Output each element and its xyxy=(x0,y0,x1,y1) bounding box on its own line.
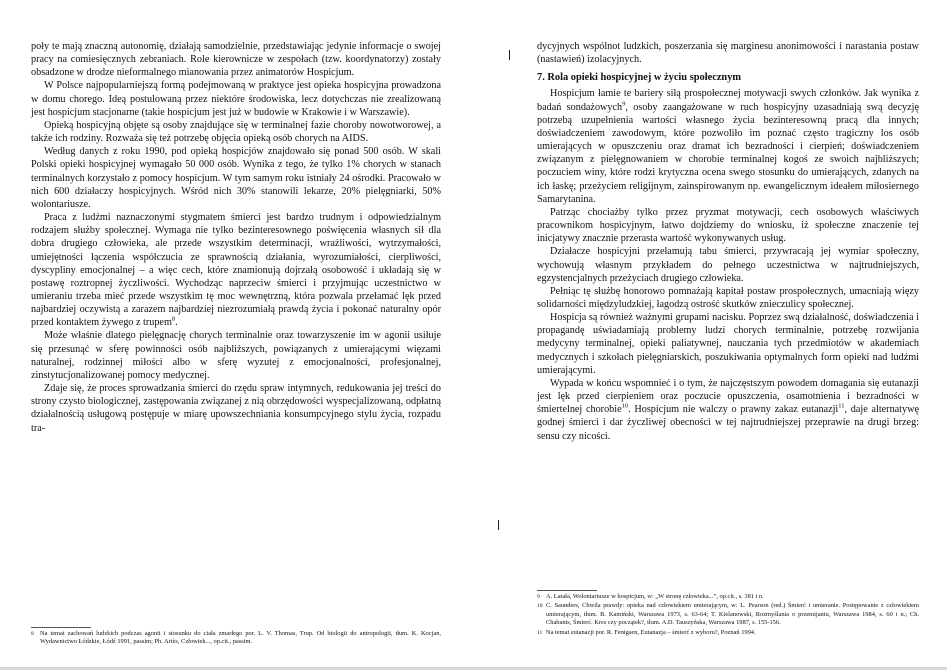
footnote-number: 9 xyxy=(537,594,540,600)
section-heading: 7. Rola opieki hospicyjnej w życiu społecznym xyxy=(537,72,742,84)
paragraph: Może właśnie dlatego pielęgnację chorych terminalnie oraz towarzyszenie im w agonii usiłuje się przesunąć w sferę powinności osób najbliższych, powiązanych z umierającymi więzami naturalnej, rodzinnej miłości albo w sferę wyzutej z emocjonalności, profesjonalnej, zinstytucjonalizowanej pomocy medycznej. xyxy=(31,330,441,381)
paragraph: poły te mają znaczną autonomię, działają samodzielnie, przedstawiając jedynie informacje o swojej pracy na comiesięcznych zebraniach. Role kierownicze w zespołach (tzw. koordynatorzy) zostały obsadzone w drodze nieformalnego mianowania przez animatorów Hospicjum. xyxy=(31,41,441,79)
footnote-rule xyxy=(537,590,597,591)
paragraph: Zdaje się, że proces sprowadzania śmierci do rzędu spraw intymnych, redukowania jej treści do strony czysto biologicznej, zastępowania związanej z nią obrzędowości wyspecjalizowaną, odpłatną działalnością usługową postępuje w miarę upowszechniania konsumpcyjnego stylu życia, rozpadu tra- xyxy=(31,383,441,434)
paragraph-text: , daje alternatywę godnej śmierci i dar życzliwej obecności w tej najtrudniejszej przeprawie na drugi brzeg: sensu czy nicości. xyxy=(537,404,919,442)
footnote xyxy=(537,593,919,601)
right-page xyxy=(537,40,919,443)
footnote-text: C. Saunders, Chwila prawdy: opieka nad człowiekiem umierającym, w: L. Pearson (red.) Śmierć i umieranie. Postępowanie z człowiekiem umierającym, tłum. B. Kamiński, Warszawa 1973, s. 63-64; T. Kielanowski, Rozmyślania o przemijaniu, Warszawa 1984, s. 60 i n.; Ch. Chabanis, Śmierć. Kres czy początek?, tłum. A.D. Tauszyńska, Warszawa 1987, s. 155-156. xyxy=(546,602,919,627)
footnote xyxy=(537,629,919,637)
scan-mark xyxy=(498,520,499,530)
paragraph-text: Hospicjum łamie te bariery siłą prospołecznej motywacji swych członków. Jak wynika z badań sondażowych xyxy=(537,88,919,113)
right-footnotes xyxy=(537,593,919,638)
footnote-text: A. Latała, Wolontariusze w hospicjum, w: „W stronę człowieka...”, op.cit., s. 381 i n. xyxy=(546,593,764,600)
footnote-number: 8 xyxy=(31,631,34,637)
paragraph: Opieką hospicyjną objęte są osoby znajdujące się w terminalnej fazie choroby nowotworowej, a także ich rodziny. Rozważa się też potrzebę objęcia opieką osób chorych na AIDS. xyxy=(31,119,441,145)
footnote xyxy=(31,630,441,647)
paragraph: Patrząc chociażby tylko przez pryzmat motywacji, cech osobowych właściwych pracownikom hospicyjnym, łatwo dojdziemy do wniosku, iż społeczne znaczenie tej inicjatywy znacznie przerasta wartość wykonywanych usług. xyxy=(537,206,919,245)
paragraph: Pełniąc tę służbę honorowo pomnażają kapitał postaw prospołecznych, umacniają więzy solidarności międzyludzkiej, łagodzą ostrość skutków znieczulicy społecznej. xyxy=(537,285,919,310)
paragraph-text: . Hospicjum nie walczy o prawny zakaz eutanazji xyxy=(628,404,839,416)
paragraph: Działacze hospicyjni przełamują tabu śmierci, przywracają jej wymiar społeczny, wychowują własnym przykładem do pełnego uczestnictwa w najtrudniejszych, egzystencjalnych przeżyciach drugiego człowieka. xyxy=(537,246,919,284)
footnote-number: 10 xyxy=(537,603,543,610)
footnote xyxy=(537,602,919,627)
paragraph: W Polsce najpopularniejszą formą podejmowaną w praktyce jest opieka hospicyjna prowadzona w domu chorego. Ideą postulowaną przez niektóre środowiska, lecz dotychczas nie zrealizowaną jest hospicjum stacjonarne (takie hospicjum jest już w budowie w Krakowie i w Warszawie). xyxy=(31,80,441,118)
paragraph-text: Praca z ludźmi naznaczonymi stygmatem śmierci jest bardzo trudnym i odpowiedzialnym rodzajem służby społecznej. Wymaga nie tylko bezinteresownego poświęcenia własnych sił dla dobra drugiego człowieka, ale przede wszystkim determinacji, wrażliwości, wytrzymałości, umiejętności łączenia współczucia ze sprawnością działania, wyrozumiałości, cierpliwości, dyscypliny emocjonalnej – a więc cech, które znamionują dojrzałą osobowość i układają się w postawę roztropnej życzliwości. Wychodząc naprzeciw śmierci i przyjmując uczestnictwo w umieraniu trzeba mieć przede wszystkim tę moc wewnętrzną, która pozwala przełamać lęk przed najbardziej oczywistą a zarazem najbardziej niezrozumiałą prawdą życia i pokonać naturalny opór przed kontaktem żywego z trupem xyxy=(31,212,441,329)
footnote-number: 11 xyxy=(537,629,543,636)
paragraph: Według danych z roku 1990, pod opieką hospicjów znajdowało się ponad 500 osób. W skali Polski opieki hospicyjnej wymagało 50 000 osób. Wynika z tego, że tylko 1% chorych w stanach terminalnych korzystało z pomocy hospicjum. W tym samym roku istniały 24 ośrodki. Pracowało w nich 600 działaczy hospicyjnych. Wśród nich 30% stanowili lekarze, 20% pielęgniarki, 50% wolontariusze. xyxy=(31,146,441,210)
footnote-ref-9: 9 xyxy=(622,100,626,108)
footnote-ref-11: 11 xyxy=(838,402,845,410)
paragraph: Hospicja są również ważnymi grupami nacisku. Poprzez swą działalność, doświadczenia i propagandę uświadamiają problemy ludzi chorych terminalnie, potrzebę rozwijania medycyny terminalnej, opieki paliatywnej, nauczania tych przedmiotów w akademiach medycznych i szkołach pielęgniarskich, poszukiwania optymalnych form opieki nad ludźmi umierającymi. xyxy=(537,312,919,376)
paragraph xyxy=(537,87,919,205)
footnote-ref-8: 8 xyxy=(171,315,176,323)
footnote-text: Na temat zachowań ludzkich podczas agonii i stosunku do ciała zmarłego por. L. V. Thomas, Trup. Od biologii do antropologii, tłum. K. Kocjan, Wydawnictwo Łódzkie, Łódź 1991, passim; Ph. Ariès, Człowiek..., op.cit., passim. xyxy=(40,630,441,646)
paragraph xyxy=(537,377,919,443)
footnote-text: Na temat eutanazji por. R. Fenigsen, Eutanazja – śmierć z wyboru?, Poznań 1994. xyxy=(546,628,756,636)
paragraph-text: Wypada w końcu wspomnieć i o tym, że najczęstszym powodem domagania się eutanazji jest lęk przed cierpieniem oraz poczucie opuszczenia, osamotnienia i bezradności w śmiertelnej chorobie xyxy=(537,377,919,416)
left-page xyxy=(31,40,441,435)
left-footnotes xyxy=(31,630,441,648)
scan-mark xyxy=(509,50,510,60)
footnote-ref-10: 10 xyxy=(621,402,629,410)
paragraph-text: , osoby zaangażowane w ruch hospicyjny uzasadniają swą decyzję potrzebą uzupełnienia wartości własnego życia bezinteresowną pracą dla innych; doświadczeniem zawodowym, które pozwoliło im poznać często tragiczny los osób umierających w opuszczeniu oraz dramat ich bezradności i cierpień; doświadczeniem związanym z pielęgnowaniem w chorobie terminalnej kogoś ze swoich najbliższych; poczuciem winy, które rodzi krytyczna ocena swego stosunku do umierających, zdanych na ich łaskę; przeżyciem religijnym, zainspirowanym np. ewangelicznym ideałem miłosiernego Samarytanina. xyxy=(537,101,919,205)
paragraph: dycyjnych wspólnot ludzkich, poszerzania się marginesu anonimowości i narastania postaw (nastawień) izolacyjnych. xyxy=(537,41,919,66)
footnote-rule xyxy=(31,627,91,628)
paragraph: Praca z ludźmi naznaczonymi stygmatem śmierci jest bardzo trudnym i odpowiedzialnym rodzajem służby społecznej. Wymaga nie tylko bezinteresownego poświęcenia własnych sił dla dobra drugiego człowieka, ale przede wszystkim determinacji, wrażliwości, wytrzymałości, umiejętności łączenia współczucia ze sprawnością działania, wyrozumiałości, cierpliwości, dyscypliny emocjonalnej – a więc cech, które znamionują dojrzałą osobowość i układają się w postawę roztropnej życzliwości. Wychodząc naprzeciw śmierci i przyjmując uczestnictwo w umieraniu trzeba mieć przede wszystkim tę moc wewnętrzną, która pozwala przełamać lęk przed najbardziej oczywistą a zarazem najbardziej niezrozumiałą prawdą życia i pokonać naturalny opór przed kontaktem żywego z trupem$^8$. xyxy=(31,212,441,329)
